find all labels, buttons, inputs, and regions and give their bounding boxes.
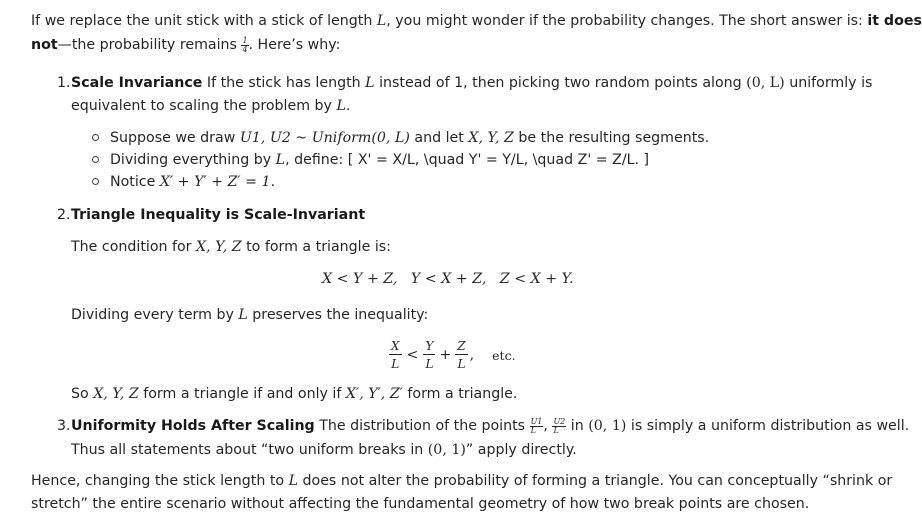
bullet-2: Dividing everything by L, define: [ X' = X/L, \quad Y' = Y/L, \quad Z' = Z/L. ] <box>110 152 650 168</box>
item-3-line-2: Thus all statements about “two uniform breaks in (0, 1)” apply directly. <box>71 442 577 458</box>
intro-bold: it does <box>867 13 922 29</box>
fraction-one-quarter: $\frac{1}{4}$ <box>242 35 248 54</box>
math-uniform: U1, U2 ~ Uniform(0, L) <box>239 130 410 146</box>
intro-line-2 <box>31 35 340 55</box>
fraction-z-over-l: $\frac{Z}{L}$ <box>457 339 466 371</box>
item-2-conclusion: So X, Y, Z form a triangle if and only if X′, Y′, Z′ form a triangle. <box>71 386 518 402</box>
item-3-number: 3. <box>57 418 71 434</box>
item-1-heading: Scale Invariance <box>71 75 203 91</box>
intro-text: , you might wonder if the probability changes. The short answer is: <box>386 13 868 29</box>
item-1-line-2: equivalent to scaling the problem by L. <box>71 98 351 114</box>
outro-line-2: stretch” the entire scenario without affecting the fundamental geometry of how two break points are chosen. <box>31 496 810 512</box>
display-scaled-inequality: $\frac{X}{L}$ < $\frac{Y}{L}$ + $\frac{Z}{L}$ , etc. <box>391 339 516 371</box>
item-1-line-1: Scale Invariance If the stick has length L instead of 1, then picking two random points along (0, L) uniformly is <box>71 75 873 91</box>
bullet-3: Notice X′ + Y′ + Z′ = 1. <box>110 174 276 190</box>
item-2-dividing: Dividing every term by L preserves the inequality: <box>71 307 429 323</box>
item-3-heading: Uniformity Holds After Scaling <box>71 418 315 434</box>
intro-line-1 <box>31 11 922 31</box>
math-sum: X′ + Y′ + Z′ = 1 <box>159 174 271 190</box>
intro-text: If we replace the unit stick with a stick of length <box>31 13 377 29</box>
intro-text: . Here’s why: <box>248 37 341 53</box>
bullet-circle <box>92 134 99 141</box>
display-inequalities: X < Y + Z, Y < X + Z, Z < X + Y. <box>322 271 574 287</box>
item-2-number: 2. <box>57 207 71 223</box>
bullet-1: Suppose we draw U1, U2 ~ Uniform(0, L) and let X, Y, Z be the resulting segments. <box>110 130 710 146</box>
intro-text: —the probability remains <box>57 37 242 53</box>
item-2-heading: Triangle Inequality is Scale-Invariant <box>71 207 366 223</box>
fraction-y-over-l: $\frac{Y}{L}$ <box>425 339 434 371</box>
math-interval: (0, L) <box>746 75 785 91</box>
item-2-condition: The condition for X, Y, Z to form a triangle is: <box>71 239 391 255</box>
fraction-u2-over-l: $\frac{U2}{L}$ <box>553 416 566 435</box>
item-3-line-1: Uniformity Holds After Scaling The distribution of the points $\frac{U1}{L}$ , $\frac{U2}{L}$ in (0, 1) is simply a uniform distribution as well. <box>71 416 910 435</box>
fraction-x-over-l: $\frac{X}{L}$ <box>391 339 400 371</box>
outro-line-1: Hence, changing the stick length to L does not alter the probability of forming a triangle. You can conceptually “shrink or <box>31 473 893 489</box>
item-1-number: 1. <box>57 75 71 91</box>
bullet-circle <box>92 156 99 163</box>
intro-bold: not <box>31 37 58 53</box>
fraction-u1-over-l: $\frac{U1}{L}$ <box>530 416 543 435</box>
math-L: L <box>376 13 387 29</box>
bullet-circle <box>92 178 99 185</box>
